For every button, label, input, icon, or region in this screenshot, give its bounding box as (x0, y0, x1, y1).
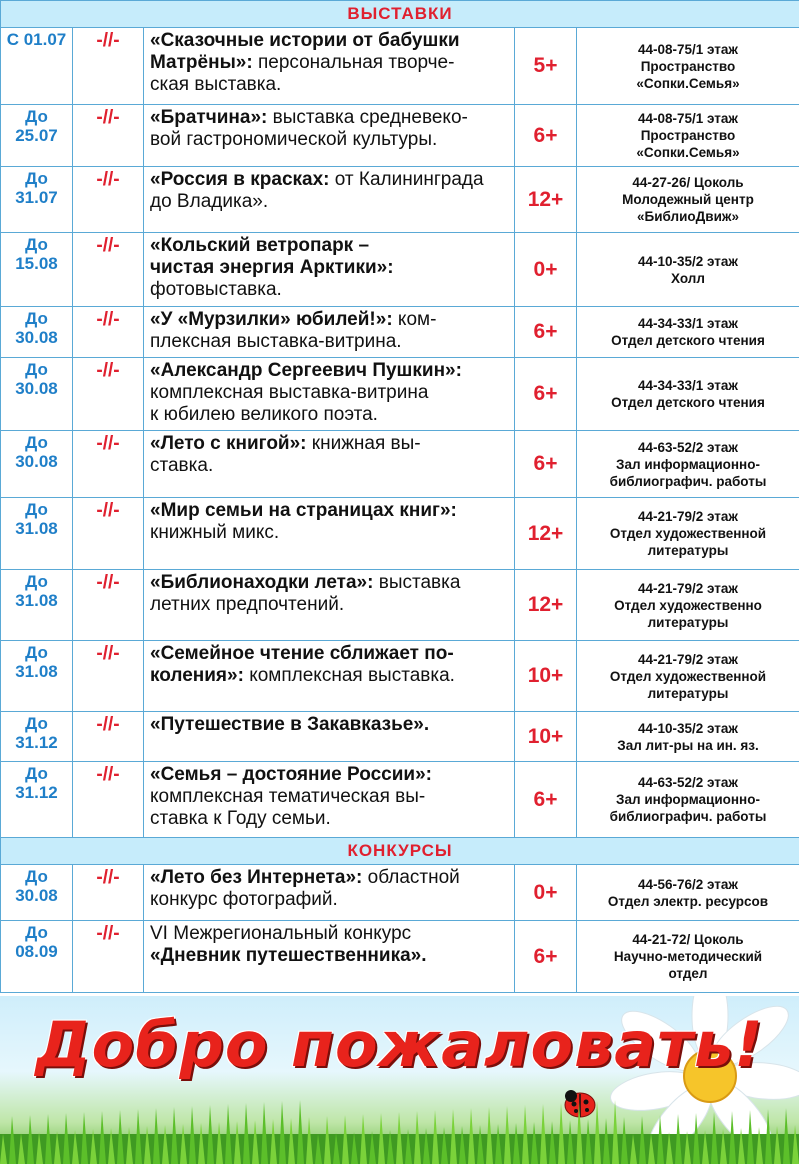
description-line (150, 867, 510, 889)
location-line: Холл (671, 270, 705, 286)
event-text: комплексная выставка-витрина (150, 382, 429, 403)
phone-and-floor: 44-27-26/ Цоколь (632, 175, 744, 190)
location-line: Зал лит-ры на ин. яз. (617, 737, 759, 753)
event-description (144, 641, 515, 712)
event-date (1, 358, 73, 431)
description-line (150, 643, 510, 665)
event-title: «Сказочные истории от бабушки (150, 30, 460, 51)
description-line (150, 500, 510, 522)
location-line: «Сопки.Семья» (636, 75, 740, 91)
location-line: Отдел художественной (609, 668, 767, 684)
age-rating: 12+ (515, 570, 577, 641)
age-rating: 0+ (515, 233, 577, 307)
age-rating: 6+ (515, 431, 577, 498)
date-value: 31.08 (15, 662, 58, 681)
event-date (1, 233, 73, 307)
description-line (150, 404, 510, 426)
phone-and-floor: 44-10-35/2 этаж (637, 253, 739, 269)
event-text: областной (362, 867, 460, 888)
ditto-mark: -//- (73, 28, 144, 105)
table-row (1, 358, 799, 431)
event-description (144, 921, 515, 993)
date-prefix: До (25, 360, 48, 379)
event-date (1, 641, 73, 712)
description-line (150, 309, 510, 331)
event-location (577, 921, 799, 993)
ditto-mark: -//- (73, 105, 144, 167)
ditto-mark: -//- (73, 641, 144, 712)
table-row (1, 712, 799, 762)
date-prefix: С 01.07 (6, 30, 67, 49)
event-title: «Лето с книгой»: (150, 433, 307, 454)
event-title: «Библионаходки лета»: (150, 572, 374, 593)
description-line (150, 786, 510, 808)
age-rating: 12+ (515, 167, 577, 233)
event-date (1, 865, 73, 921)
location-line: Отдел детского чтения (611, 395, 765, 410)
description-line (150, 74, 510, 96)
ditto-mark: -//- (73, 712, 144, 762)
ditto-mark: -//- (73, 865, 144, 921)
ditto-mark: -//- (73, 762, 144, 838)
phone-and-floor: 44-34-33/1 этаж (637, 316, 739, 331)
section-header-exhibitions (1, 1, 799, 28)
description-line (150, 714, 510, 736)
table-row (1, 105, 799, 167)
location-line: литературы (647, 685, 729, 701)
event-location (577, 641, 799, 712)
event-location (577, 28, 799, 105)
date-prefix: До (25, 572, 48, 591)
description-line (150, 594, 510, 616)
event-text: к юбилею великого поэта. (150, 404, 378, 425)
description-line (150, 382, 510, 404)
description-line (150, 169, 510, 191)
event-title: коления»: (150, 665, 244, 686)
location-line: Отдел художественной (609, 526, 767, 541)
event-text: фотовыставка. (150, 279, 282, 300)
welcome-title: Добро пожаловать! (35, 1008, 764, 1081)
location-line: литературы (647, 543, 729, 558)
event-title: «Россия в красках: (150, 169, 330, 190)
event-location (577, 358, 799, 431)
phone-and-floor: 44-56-76/2 этаж (637, 876, 739, 892)
phone-and-floor: 44-34-33/1 этаж (637, 378, 739, 393)
location-line: библиографич. работы (609, 473, 767, 489)
date-prefix: До (25, 433, 48, 452)
event-location (577, 712, 799, 762)
table-row (1, 431, 799, 498)
event-title: «Александр Сергеевич Пушкин»: (150, 360, 462, 381)
event-title: «Мир семьи на страницах книг»: (150, 500, 457, 521)
age-rating: 10+ (515, 712, 577, 762)
age-rating: 10+ (515, 641, 577, 712)
age-rating: 6+ (515, 307, 577, 358)
location-line: Пространство (640, 58, 736, 74)
event-date (1, 921, 73, 993)
event-text: персональная творче- (252, 52, 455, 73)
description-line (150, 764, 510, 786)
event-title: «Семейное чтение сближает по- (150, 643, 454, 664)
description-line (150, 331, 510, 353)
date-value: 31.12 (15, 733, 58, 752)
section-title: КОНКУРСЫ (1, 838, 799, 865)
event-text: вой гастрономической культуры. (150, 129, 438, 150)
location-line: «Сопки.Семья» (636, 145, 740, 160)
location-line: литературы (647, 614, 729, 630)
date-prefix: До (25, 107, 48, 126)
table-row (1, 167, 799, 233)
location-line: Зал информационно- (616, 792, 760, 807)
event-description (144, 358, 515, 431)
description-line (150, 30, 510, 52)
date-value: 30.08 (15, 452, 58, 471)
event-title: «Путешествие в Закавказье». (150, 714, 430, 735)
description-line (150, 522, 510, 544)
description-line (150, 191, 510, 213)
grass-decoration (0, 1094, 799, 1164)
event-title: чистая энергия Арктики»: (150, 257, 394, 278)
event-description (144, 307, 515, 358)
event-date (1, 498, 73, 570)
date-value: 31.12 (15, 783, 58, 802)
table-row (1, 570, 799, 641)
phone-and-floor: 44-21-79/2 этаж (637, 651, 739, 667)
ditto-mark: -//- (73, 431, 144, 498)
event-text: плексная выставка-витрина. (150, 331, 402, 352)
phone-and-floor: 44-21-72/ Цоколь (632, 932, 744, 947)
phone-and-floor: 44-63-52/2 этаж (637, 439, 739, 455)
event-date (1, 28, 73, 105)
location-line: Отдел детского чтения (611, 333, 765, 348)
event-date (1, 105, 73, 167)
location-line: «БиблиоДвиж» (637, 209, 739, 224)
ditto-mark: -//- (73, 921, 144, 993)
event-text: комплексная тематическая вы- (150, 786, 426, 807)
date-value: 31.07 (15, 188, 58, 207)
date-prefix: До (25, 500, 48, 519)
event-date (1, 431, 73, 498)
event-date (1, 712, 73, 762)
description-line (150, 923, 510, 945)
event-title: «Лето без Интернета»: (150, 867, 363, 888)
event-location (577, 105, 799, 167)
location-line: Пространство (640, 128, 736, 143)
phone-and-floor: 44-08-75/1 этаж (637, 111, 739, 126)
event-location (577, 233, 799, 307)
phone-and-floor: 44-21-79/2 этаж (637, 580, 739, 596)
description-line (150, 945, 510, 967)
date-prefix: До (25, 714, 48, 733)
phone-and-floor: 44-08-75/1 этаж (637, 41, 739, 57)
event-location (577, 431, 799, 498)
location-line: библиографич. работы (609, 809, 767, 824)
date-value: 08.09 (15, 942, 58, 961)
event-date (1, 762, 73, 838)
event-description (144, 28, 515, 105)
date-prefix: До (25, 867, 48, 886)
age-rating: 6+ (515, 105, 577, 167)
table-row (1, 233, 799, 307)
event-location (577, 570, 799, 641)
table-row (1, 762, 799, 838)
location-line: Молодежный центр (622, 192, 754, 207)
table-row (1, 498, 799, 570)
age-rating: 6+ (515, 358, 577, 431)
event-text: ская выставка. (150, 74, 282, 95)
event-description (144, 167, 515, 233)
event-description (144, 233, 515, 307)
description-line (150, 808, 510, 830)
phone-and-floor: 44-63-52/2 этаж (637, 775, 739, 790)
event-description (144, 105, 515, 167)
table-row (1, 921, 799, 993)
table-row (1, 28, 799, 105)
description-line (150, 433, 510, 455)
event-description (144, 865, 515, 921)
location-line: Отдел художественно (614, 597, 762, 613)
event-title: «Братчина»: (150, 107, 268, 128)
table-row (1, 641, 799, 712)
description-line (150, 279, 510, 301)
event-description (144, 431, 515, 498)
ditto-mark: -//- (73, 570, 144, 641)
event-title: Матрёны»: (150, 52, 253, 73)
date-value: 31.08 (15, 519, 58, 538)
description-line (150, 360, 510, 382)
event-text: конкурс фотографий. (150, 889, 338, 910)
event-text: выставка средневеко- (267, 107, 468, 128)
description-line (150, 235, 510, 257)
event-description (144, 570, 515, 641)
event-title: «У «Мурзилки» юбилей!»: (150, 309, 393, 330)
event-text: ставка к Году семьи. (150, 808, 331, 829)
date-value: 25.07 (15, 126, 58, 145)
event-title: «Дневник путешественника». (150, 945, 427, 966)
event-text: ставка. (150, 455, 214, 476)
date-prefix: До (25, 235, 48, 254)
date-prefix: До (25, 923, 48, 942)
date-value: 30.08 (15, 886, 58, 905)
event-location (577, 762, 799, 838)
age-rating: 0+ (515, 865, 577, 921)
date-value: 15.08 (15, 254, 58, 273)
description-line (150, 665, 510, 687)
event-text: книжная вы- (306, 433, 421, 454)
event-description (144, 762, 515, 838)
location-line: Отдел электр. ресурсов (607, 893, 769, 909)
ditto-mark: -//- (73, 358, 144, 431)
date-value: 30.08 (15, 379, 58, 398)
location-line: отдел (668, 966, 708, 981)
event-description (144, 712, 515, 762)
description-line (150, 107, 510, 129)
date-prefix: До (25, 309, 48, 328)
table-row (1, 865, 799, 921)
ditto-mark: -//- (73, 307, 144, 358)
event-date (1, 570, 73, 641)
location-line: Зал информационно- (616, 456, 760, 472)
date-prefix: До (25, 169, 48, 188)
description-line (150, 257, 510, 279)
event-location (577, 307, 799, 358)
section-title: ВЫСТАВКИ (1, 1, 799, 28)
event-text: ком- (392, 309, 437, 330)
event-date (1, 167, 73, 233)
event-text: VI Межрегиональный конкурс (150, 923, 412, 944)
age-rating: 6+ (515, 921, 577, 993)
event-location (577, 167, 799, 233)
location-line: Научно-методический (613, 949, 763, 964)
date-prefix: До (25, 764, 48, 783)
event-text: летних предпочтений. (150, 594, 345, 615)
description-line (150, 889, 510, 911)
event-text: до Владика». (150, 191, 269, 212)
event-text: выставка (373, 572, 461, 593)
event-description (144, 498, 515, 570)
description-line (150, 455, 510, 477)
welcome-banner (0, 996, 799, 1164)
phone-and-floor: 44-21-79/2 этаж (637, 509, 739, 524)
event-location (577, 498, 799, 570)
phone-and-floor: 44-10-35/2 этаж (637, 720, 739, 736)
description-line (150, 129, 510, 151)
section-header-contests (1, 838, 799, 865)
ditto-mark: -//- (73, 167, 144, 233)
description-line (150, 52, 510, 74)
date-prefix: До (25, 643, 48, 662)
age-rating: 5+ (515, 28, 577, 105)
event-text: комплексная выставка. (243, 665, 455, 686)
event-date (1, 307, 73, 358)
event-title: «Кольский ветропарк – (150, 235, 370, 256)
date-value: 30.08 (15, 328, 58, 347)
table-row (1, 307, 799, 358)
event-text: книжный микс. (150, 522, 280, 543)
event-title: «Семья – достояние России»: (150, 764, 432, 785)
event-location (577, 865, 799, 921)
description-line (150, 572, 510, 594)
ditto-mark: -//- (73, 233, 144, 307)
age-rating: 6+ (515, 762, 577, 838)
event-text: от Калининграда (329, 169, 484, 190)
date-value: 31.08 (15, 591, 58, 610)
age-rating: 12+ (515, 498, 577, 570)
ditto-mark: -//- (73, 498, 144, 570)
